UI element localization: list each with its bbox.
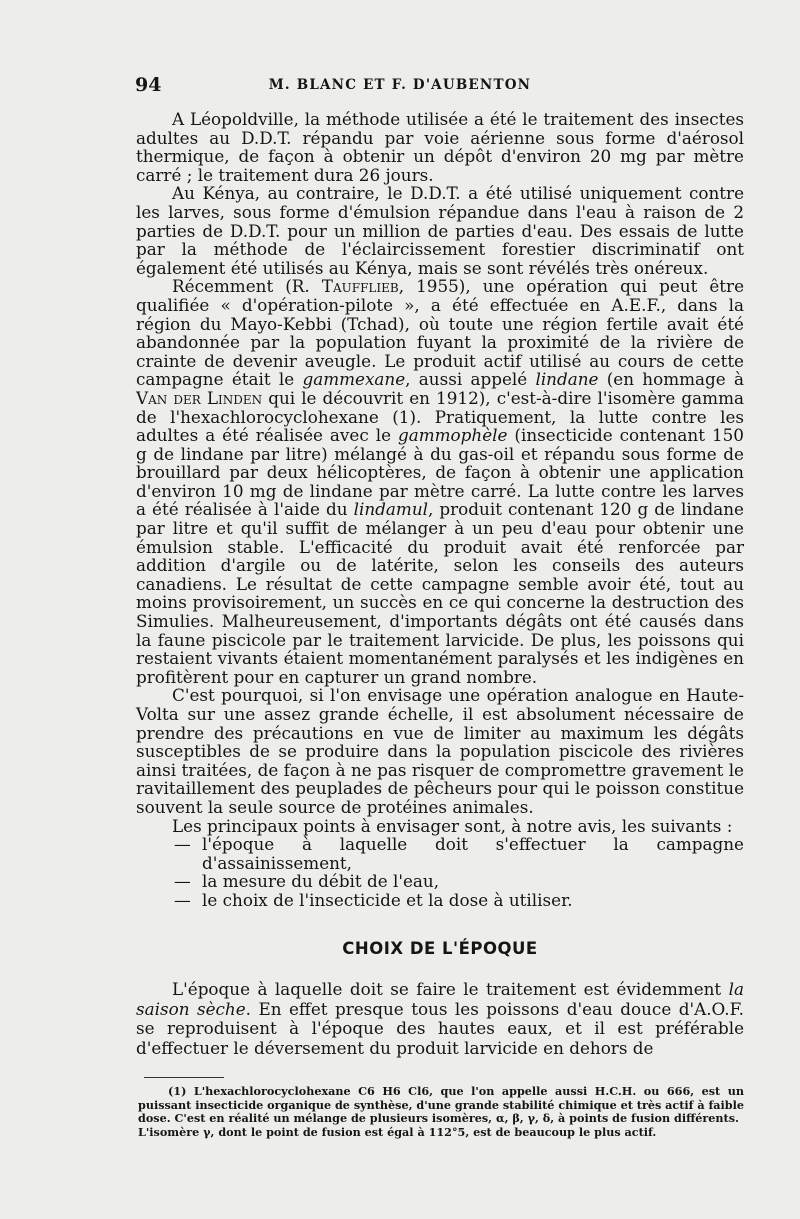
list-item-text: l'époque à laquelle doit s'effectuer la campagne d'assainissement,: [202, 834, 744, 873]
term-gammexane: gammexane: [302, 369, 406, 390]
list-dash: —: [174, 834, 191, 855]
running-head-authors: M. BLANC ET F. D'AUBENTON: [268, 77, 532, 93]
footnote-rule: [144, 1077, 224, 1078]
text-run: , aussi appelé: [405, 369, 536, 390]
list-item: [136, 835, 744, 872]
section-heading: CHOIX DE L'ÉPOQUE: [342, 938, 538, 958]
text-run: (insecticide contenant 150 g de lindane par litre) mélangé à du gas-oil et répandu sous forme de brouillard par deux hélicoptères, de façon à obtenir une application d'environ 10 mg de lindane par mètre carré. La lutte contre les larves a été réalisée à l'aide du: [136, 425, 744, 520]
text-run: , produit contenant 120 g de lindane par litre et qu'il suffit de mélanger à un peu d'eau pour obtenir une émulsion stable. L'efficacité du produit avait été renforcée par addition d'argile ou de latérite, selon les conseils des auteurs canadiens. Le résultat de cette campagne semble avoir été, tout au moins provisoirement, un succès en ce qui concerne la destruction des Simulies. Malheureusement, d'importants dégâts ont été causés dans la faune piscicole par le traitement larvicide. De plus, les poissons qui restaient vivants étaient momentanément paralysés et les indigènes en profitèrent pour en capturer un grand nombre.: [136, 499, 744, 687]
author-name-van-der-linden: Van der Linden: [136, 387, 263, 408]
text-run: Récemment (R.: [172, 276, 322, 297]
term-saison-seche: la saison sèche: [136, 979, 744, 1019]
text-run: qui le découvrit en 1912), c'est-à-dire l'isomère gamma de l'hexachlorocyclohexane (1). Pratiquement, la lutte contre les adultes a été réalisée avec le: [136, 387, 744, 446]
term-lindamul: lindamul: [353, 499, 429, 520]
list-item-text: le choix de l'insecticide et la dose à utiliser.: [202, 889, 573, 910]
footnote-text: (1) L'hexachlorocyclohexane C6 H6 Cl6, que l'on appelle aussi H.C.H. ou 666, est un puissant insecticide organique de synthèse, d'une grande stabilité chimique et très actif à faible dose. C'est en réalité un mélange de plusieurs isomères, α, β, γ, δ, à points de fusion différents.: [138, 1084, 744, 1126]
paragraph-kenya: Au Kénya, au contraire, le D.D.T. a été utilisé uniquement contre les larves, sous forme d'émulsion répandue dans l'eau à raison de 2 parties de D.D.T. pour un million de parties d'eau. Des essais de lutte par la méthode de l'éclaircissement forestier discriminatif ont également été utilisés au Kénya, mais se sont révélés très onéreux.: [136, 183, 744, 278]
list-dash: —: [174, 871, 191, 892]
text-run: L'époque à laquelle doit se faire le traitement est évidemment: [172, 979, 729, 1000]
list-dash: —: [174, 889, 191, 910]
term-gammophele: gammophèle: [397, 425, 508, 446]
points-list: [136, 835, 744, 909]
running-head: [0, 74, 800, 98]
list-item: [136, 872, 744, 891]
page-number: 94: [135, 74, 162, 96]
paragraph-haute-volta: C'est pourquoi, si l'on envisage une opération analogue en Haute-Volta sur une assez grande échelle, il est absolument nécessaire de prendre des précautions en vue de limiter au maximum les dégâts susceptibles de se produire dans la population piscicole des rivières ainsi traitées, de façon à ne pas risquer de compromettre gravement le ravitaillement des peuplades de pêcheurs pour qui le poisson constitue souvent la seule source de protéines animales.: [136, 685, 744, 817]
text-run: . En effet presque tous les poissons d'eau douce d'A.O.F. se reproduisent à l'époque des hautes eaux, et il est préférable d'effectuer le déversement du produit larvicide en dehors de: [136, 998, 744, 1058]
paragraph-tchad-operation: [136, 277, 744, 686]
author-name-taufflieb: Taufflieb: [321, 276, 399, 297]
text-run: , 1955), une opération qui peut être qualifiée « d'opération-pilote », a été effectuée en A.E.F., dans la région du Mayo-Kebbi (Tchad), où toute une région fertile avait été abandonnée par la population fuyant la proximité de la rivière de crainte de devenir aveugle. Le produit actif utilisé au cours de cette campagne était le: [136, 276, 744, 390]
term-lindane: lindane: [535, 369, 599, 390]
body-text: [136, 110, 744, 1059]
list-item-text: la mesure du débit de l'eau,: [202, 871, 440, 892]
footnote: [138, 1085, 744, 1139]
list-item: [136, 891, 744, 910]
paragraph-list-intro: Les principaux points à envisager sont, à notre avis, les suivants :: [172, 815, 733, 836]
paragraph-leopoldville: A Léopoldville, la méthode utilisée a été le traitement des insectes adultes au D.D.T. répandu par voie aérienne sous forme d'aérosol thermique, de façon à obtenir un dépôt d'environ 20 mg par mètre carré ; le traitement dura 26 jours.: [136, 109, 744, 185]
text-run: (en hommage à: [598, 369, 744, 390]
paragraph-saison-seche: [136, 980, 744, 1058]
footnote-text-continued: L'isomère γ, dont le point de fusion est égal à 112°5, est de beaucoup le plus actif.: [138, 1124, 657, 1139]
